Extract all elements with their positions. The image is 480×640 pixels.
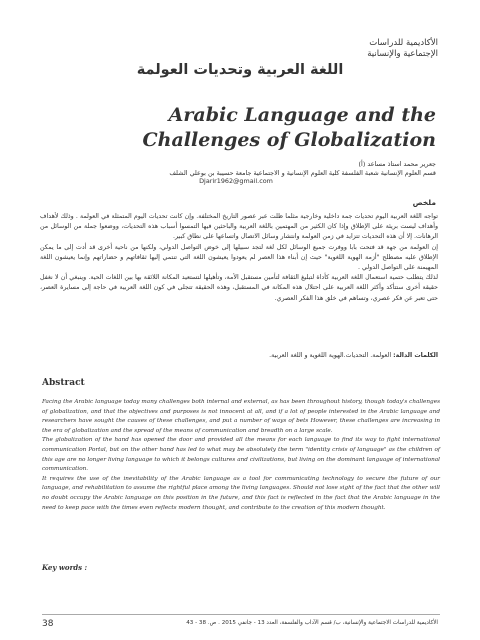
english-abstract [42, 398, 440, 513]
journal-name-line2: الإجتماعية والإنسانية [367, 49, 438, 59]
english-title: Arabic Language and the Challenges of Globalization [142, 104, 436, 151]
arabic-abstract [40, 212, 438, 304]
arabic-keywords-label: الكلمات الدالة: [393, 352, 438, 359]
arabic-abstract-heading: ملخص [412, 198, 436, 207]
journal-name-line1: الأكاديمية للدراسات [369, 38, 438, 48]
arabic-abstract-paragraph: تواجه اللغة العربية اليوم تحديات جمة داخلية وخارجية مثلما ظلت عبر عصور التاريخ المختلفة. وإن كانت تحديات اليوم المتمثلة في العولمة . وذلك لأهداف وأهداف ليست بريئة على الإطلاق وإذا كان الكثير من المهتمين باللغة العربية والباحثين فيها التمسوا أسباب هذه التحديات، ووضعوا جملة من الوسائل من الرهانات. إلا أن هذه التحديات تتزايد في زمن العولمة وانتشار وسائل الاتصال واتساعها على نطاق كبير. [40, 213, 438, 241]
english-keywords-label: Key words : [42, 563, 88, 572]
english-abstract-paragraph: Facing the Arabic language today many challenges both internal and external, as has been throughout history, though today's challenges of globalization, and that the objectives and purposes is not innocent at all, and if a lot of people interested in the Arabic language and researchers have sought the causes of these challenges, and put a number of ways of bets However, these challenges are increasing in the era of globalization and the spread of the means of communication and breadth on a large scale. [42, 399, 440, 434]
english-abstract-paragraph: The globalization of the hand has opened the door and provided all the means for each language to find its way to fight international communication Portal, but on the other hand has led to what may be absolutely the term "identity crisis of language" as the children of this age are no longer living language to which it belongs cultures and civilizations, but living on the dominant language of international communication. [42, 437, 440, 473]
author-affiliation: قسم العلوم الإنسانية شعبة الفلسفة كلية العلوم الإنسانية و الاجتماعية جامعة حسيبة بن بوعلي الشلف [169, 168, 436, 177]
journal-name [367, 38, 438, 60]
arabic-abstract-paragraph: لذلك يتطلب حتمية استعمال اللغة العربية كأداة لتبليغ الثقافة لتأمين مستقبل الأمة، وتأهيلها لتستعيد المكانة اللائقة بها بين اللغات الحية. وينبغي أن لا نغفل حقيقة أخرى ستتأكد وأكثر اللغة العربية على احتلال هذه المكانة في المستقبل، وهذه الحقيقة تتجلى في كون اللغة العربية في حاجة إلى مسايرة العصر، حتى تعبر عن فكر عصري، وتساهم في خلق هذا الفكر العصري. [40, 274, 438, 302]
arabic-title: اللغة العربية وتحديات العولمة [136, 62, 344, 78]
author-block [36, 160, 436, 186]
footer-divider [42, 614, 440, 615]
author-email[interactable]: Djarir1962@gmail.com [199, 177, 273, 185]
author-name: جعرير محمد استاذ مساعد (أ) [358, 160, 436, 168]
arabic-abstract-paragraph: إن العولمة من جهة قد فتحت بابا ووفرت جميع الوسائل لكل لغة لتجد سبيلها إلى خوض التواصل الدولي، ولكنها من ناحية أخرى قد أدت إلى ما يمكن الإطلاق عليه مصطلح "أزمة الهوية اللغوية" حيث إن أبناء هذا العصر لم يعودوا يعيشون اللغة التي تنتمي إليها ثقافاتهم و حضاراتهم وإنما يعيشون اللغة المهيمنة على التواصل الدولي . [40, 243, 438, 272]
arabic-keywords-list: العولمة. التحديات.الهوية اللغوية و اللغة العربية. [269, 352, 392, 359]
arabic-keywords [40, 352, 438, 359]
english-abstract-paragraph: It requires the use of the inevitability of the Arabic language as a tool for communicating technology to secure the future of our language, and rehabilitation to assume the rightful place among the living languages. Should not lose sight of the fact that the other will no doubt occupy the Arabic language on this position in the future, and this fact is reflected in the fact that the Arabic language in the need to keep pace with the times even reflects modern thought, and contribute to the creation of this modern thought. [42, 475, 440, 511]
page-number: 38 [42, 619, 54, 629]
footer-citation: الأكاديمية للدراسات الاجتماعية والإنسانية، ب/ قسم الآداب والفلسفة، العدد 13 - جانفي 2015 . ص. 38 - 43 [186, 620, 438, 626]
english-abstract-heading: Abstract [42, 378, 85, 388]
